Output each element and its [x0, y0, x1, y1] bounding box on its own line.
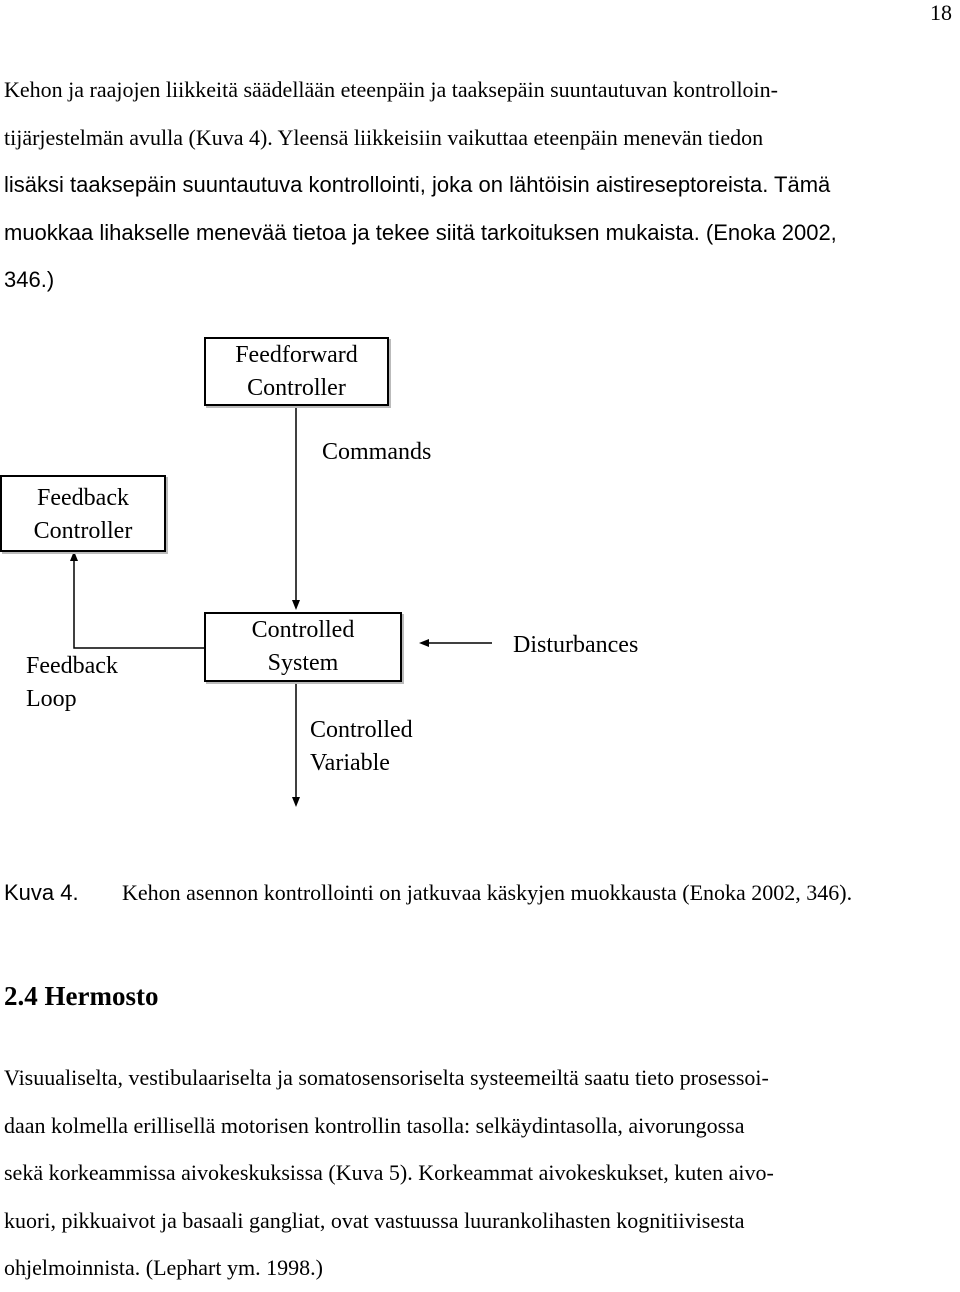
paragraph-line: lisäksi taaksepäin suuntautuva kontrollointi, joka on lähtöisin aistireseptoreista. Tämä — [4, 172, 831, 197]
page-number: 18 — [930, 0, 952, 25]
paragraph-line: sekä korkeammissa aivokeskuksissa (Kuva 5). Korkeammat aivokeskukset, kuten aivo- — [4, 1160, 774, 1185]
controlled-system-label: Controlled — [251, 617, 355, 643]
caption-text: Kehon asennon kontrollointi on jatkuvaa käskyjen muokkausta (Enoka 2002, 346). — [122, 880, 853, 905]
feedback-controller-label: Feedback — [37, 485, 129, 511]
section-heading: 2.4 Hermosto — [4, 981, 159, 1011]
disturbances-label: Disturbances — [513, 632, 639, 658]
figure-caption — [4, 880, 853, 906]
feedback-loop-line1: Feedback — [26, 653, 118, 679]
controlled-system-label: System — [267, 650, 339, 676]
feedback-controller-label: Controller — [33, 518, 133, 544]
paragraph-line: Visuualiselta, vestibulaariselta ja somatosensoriselta systeemeiltä saatu tieto prosessoi- — [4, 1065, 769, 1090]
controlled-variable-line1: Controlled — [310, 717, 413, 743]
feedback-loop-line2: Loop — [26, 686, 77, 712]
commands-label: Commands — [322, 439, 432, 465]
controlled-variable-label — [310, 714, 413, 780]
feedback-loop-line — [74, 556, 204, 648]
paragraph-line: daan kolmella erillisellä motorisen kontrollin tasolla: selkäydintasolla, aivorungossa — [4, 1112, 745, 1138]
control-diagram — [0, 320, 700, 820]
paragraph-line: kuori, pikkuaivot ja basaali gangliat, ovat vastuussa luurankolihasten kognitiivisesta — [4, 1207, 745, 1233]
paragraph-line: 346.) — [4, 267, 55, 292]
feedback-loop-label — [26, 650, 118, 716]
controlled-variable-line2: Variable — [310, 750, 390, 776]
paragraph-line: ohjelmoinnista. (Lephart ym. 1998.) — [4, 1255, 323, 1280]
feedforward-controller-label: Controller — [247, 375, 346, 401]
paragraph-nervous-system — [4, 1054, 954, 1292]
feedforward-controller-label: Feedforward — [235, 342, 358, 368]
caption-number: Kuva 4. — [4, 880, 79, 905]
controlled-system-box — [204, 612, 402, 682]
paragraph-line: Kehon ja raajojen liikkeitä säädellään eteenpäin ja taaksepäin suuntautuvan kontrolloin- — [4, 77, 778, 102]
feedback-controller-box — [0, 475, 166, 552]
feedforward-controller-box — [204, 337, 389, 406]
paragraph-feedback-control — [4, 66, 954, 304]
paragraph-line: tijärjestelmän avulla (Kuva 4). Yleensä liikkeisiin vaikuttaa eteenpäin menevän tiedon — [4, 124, 764, 150]
paragraph-line: muokkaa lihakselle menevää tietoa ja tekee siitä tarkoituksen mukaista. (Enoka 2002, — [4, 219, 837, 245]
